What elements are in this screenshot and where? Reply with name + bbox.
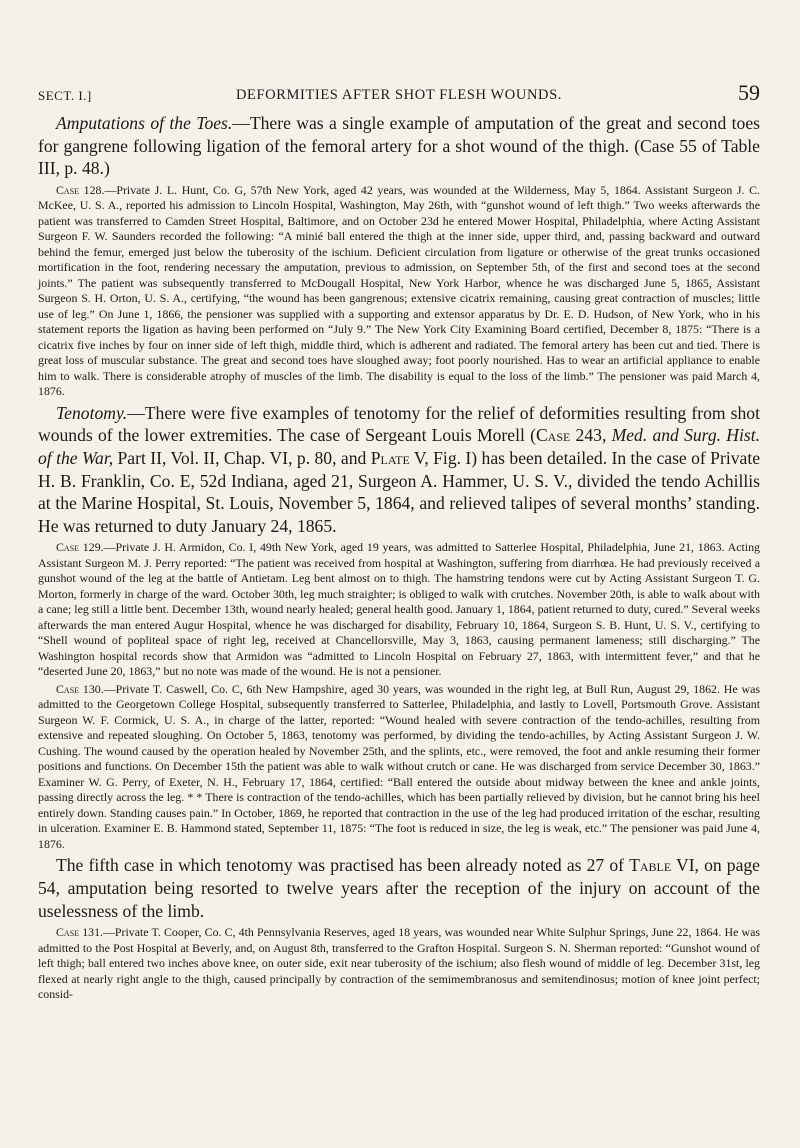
tenotomy-paragraph bbox=[38, 402, 760, 538]
case-label: Case 129. bbox=[56, 540, 104, 555]
amputations-paragraph bbox=[38, 112, 760, 180]
page-body bbox=[38, 112, 760, 1005]
case-text: —Private T. Cooper, Co. C, 4th Pennsylvania Reserves, aged 18 years, was wounded near White Sulphur Springs, June 22, 1864. He was admitted to the Post Hospital at Beverly, and, on August 8th, transferred to the Grafton Hospital. Surgeon S. N. Sherman reported: “Gunshot wound of left thigh; ball entered two inches above knee, on outer side, exit near tuberosity of the ischium; also flesh wound of middle of leg. December 31st, leg flexed at nearly right angle to the thigh, caused principally by contraction of the semimembranosus and semitendinosus; motion of knee joint perfect; consid- bbox=[38, 925, 760, 1002]
case-label: Case 130. bbox=[56, 681, 104, 696]
fifth-case-paragraph bbox=[38, 854, 760, 922]
tenotomy-heading: Tenotomy. bbox=[56, 402, 128, 423]
tenotomy-text: V, Fig. I) has been detailed. In the case of Private H. B. Franklin, Co. E, 52d Indiana, aged 21, Surgeon A. Hammer, U. S. V., divided the tendo Achillis at the Marine Hospital, St. Louis, November 5, 1864, and relieved talipes of several months’ standing. He was returned to duty January 24, 1865. bbox=[38, 447, 761, 536]
tenotomy-text: 243, bbox=[570, 425, 612, 446]
history-reference: Med. and Surg. Hist. of the War, bbox=[38, 425, 760, 468]
amputations-heading: Amputations of the Toes. bbox=[56, 113, 233, 133]
tenotomy-text: Part II, Vol. II, Chap. VI, p. 80, and bbox=[113, 447, 371, 468]
page-number: 59 bbox=[738, 80, 760, 105]
plate-reference: Plate bbox=[370, 447, 410, 468]
fifth-case-text: VI, on page 54, amputation being resorted to twelve years after the reception of the injury on account of the uselessness of the limb. bbox=[38, 855, 760, 921]
running-head bbox=[38, 82, 760, 108]
tenotomy-text: —There were five examples of tenotomy for the relief of deformities resulting from shot wounds of the lower extremities. The case of Sergeant Louis Morell ( bbox=[38, 402, 760, 446]
case-reference: Case bbox=[535, 425, 571, 446]
case-label: Case 128. bbox=[56, 182, 105, 197]
fifth-case-text: The fifth case in which tenotomy was practised has been already noted as 27 of bbox=[56, 855, 630, 876]
case-130 bbox=[38, 682, 760, 853]
case-129 bbox=[38, 540, 760, 680]
case-label: Case 131. bbox=[56, 925, 103, 940]
case-128 bbox=[38, 183, 760, 400]
case-text: —Private T. Caswell, Co. C, 6th New Hampshire, aged 30 years, was wounded in the right leg, at Bull Run, August 29, 1862. He was admitted to the Georgetown College Hospital, subsequently transferred to Satterlee, Philadelphia, and lastly to Lovell, Portsmouth Grove. Assistant Surgeon W. F. Cormick, U. S. A., in charge of the latter, reported: “Wound healed with severe contraction of the tendo-achilles, resulting from extensive and repeated sloughing. On October 5, 1863, tenotomy was performed, by dividing the tendo-achilles, by Acting Assistant Surgeon J. W. Cushing. The wound caused by the operation healed by November 25th, and the splints, etc., were removed, the foot and ankle resuming their former positions and functions. On December 15th the patient was able to walk without crutch or cane. He was discharged from service December 30, 1863.” Examiner W. G. Perry, of Exeter, N. H., February 17, 1864, certified: “Ball entered the outside about midway between the knee and ankle joints, passing directly across the leg. * * There is contraction of the tendo-achilles, which has been partially relieved by division, but he cannot bring his heel entirely down. Standing causes pain.” In October, 1869, he reported that contraction in the use of the leg had produced irritation of the eschar, resulting in ulceration. Examiner E. B. Hammond stated, September 11, 1875: “The foot is reduced in size, the leg is weak, etc.” The pensioner was paid June 4, 1876. bbox=[38, 681, 760, 851]
amputations-text: —There was a single example of amputation of the great and second toes for gangrene following ligation of the femoral artery for a shot wound of the thigh. (Case 55 of Table III, p. 48.) bbox=[38, 113, 761, 179]
running-title: DEFORMITIES AFTER SHOT FLESH WOUNDS. bbox=[235, 87, 562, 103]
case-text: —Private J. H. Armidon, Co. I, 49th New York, aged 19 years, was admitted to Satterlee Hospital, Philadelphia, June 21, 1863. Acting Assistant Surgeon M. J. Perry reported: “The patient was received from hospital at Washington, suffering from diarrhœa. He had previously received a gunshot wound of the leg at the battle of Antietam. Leg bent almost on to thigh. The hamstring tendons were cut by Acting Assistant Surgeon T. G. Morton, formerly in charge of the ward. October 30th, leg much straighter; is obliged to walk with crutches. November 20th, is able to walk about with a cane; leg still a little bent. December 13th, wound nearly healed; general health good. January 1, 1864, patient returned to duty, cured.” Several weeks afterwards the man entered Augur Hospital, whence he was discharged for disability, February 10, 1864, Surgeon S. B. Hunt, U. S. V., certifying to “Shell wound of popliteal space of right leg, received at Chancellorsville, May 3, 1863, causing permanent lameness; still discharging.” The Washington hospital records show that Armidon was “admitted to Lincoln Hospital on February 27, 1863, with intermittent fever,” and that he “deserted June 20, 1863,” but no note was made of the wound. He is not a pensioner. bbox=[38, 540, 760, 679]
section-label: SECT. I.] bbox=[38, 88, 92, 103]
case-131 bbox=[38, 925, 760, 1003]
case-text: —Private J. L. Hunt, Co. G, 57th New York, aged 42 years, was wounded at the Wilderness, May 5, 1864. Assistant Surgeon J. C. McKee, U. S. A., reported his admission to Lincoln Hospital, Washington, May 26th, with “gunshot wound of left thigh.” Two weeks afterwards the patient was transferred to Camden Street Hospital, Baltimore, and on October 23d he entered Mower Hospital, Philadelphia, where Acting Assistant Surgeon F. W. Saunders recorded the following: “A minié ball entered the thigh at the inner side, upper third, and, passing backward and outward behind the femur, emerged just below the tuberosity of the ischium. Deficient circulation from ligature or otherwise of the great trunks occasioned mortification in the foot, rendering necessary the amputation, previous to admission, on September 5th, of the first and second toes at the second joints.” The patient was subsequently transferred to McDougall Hospital, New York Harbor, whence he was discharged June 5, 1865, Assistant Surgeon S. H. Orton, U. S. A., certifying, “the wound has been gangrenous; extensive cicatrix remaining, causing great contraction of muscles; little use of leg.” On June 1, 1866, the pensioner was supplied with a supporting and extensor apparatus by Dr. E. D. Hudson, of New York, who in his statement reports the ligation as having been performed on “July 9.” The New York City Examining Board certified, December 8, 1875: “There is a cicatrix five inches by four on inner side of left thigh, middle third, which is adherent and radiated. The femoral artery has been cut and tied. There is great loss of muscular substance. The great and second toes have sloughed away; foot poorly nourished. Has to wear an artificial appliance to enable him to walk. There is considerable atrophy of muscles of the limb. The disability is equal to the loss of the limb.” The pensioner was paid March 4, 1876. bbox=[38, 182, 760, 399]
table-reference: Table bbox=[629, 855, 672, 876]
